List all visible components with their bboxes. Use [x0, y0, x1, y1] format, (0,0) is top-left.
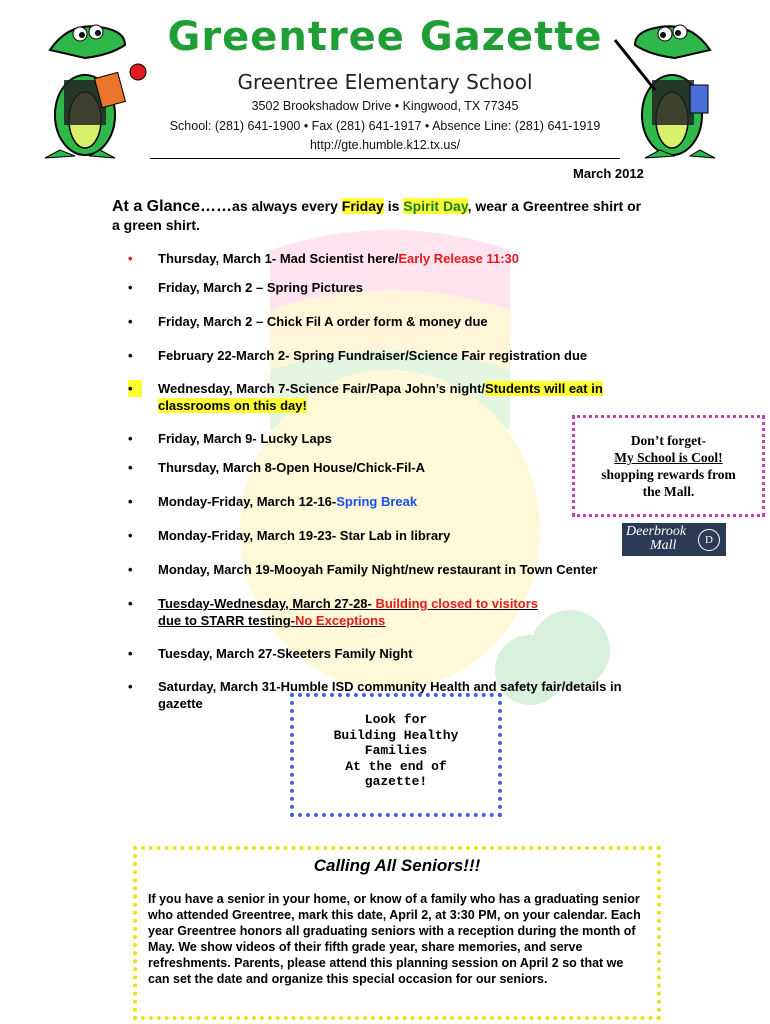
mall-logo-line-2: Mall: [650, 538, 677, 553]
item-text: February 22-March 2- Spring Fundraiser/Science Fair registration due: [158, 348, 588, 363]
item-text: Monday-Friday, March 19-23- Star Lab in library: [158, 528, 451, 543]
bullet-icon: •: [128, 380, 142, 397]
school-name: Greentree Elementary School: [237, 70, 533, 94]
list-item: [128, 459, 548, 476]
list-item: [128, 645, 648, 662]
list-item: [128, 347, 648, 364]
list-item: [128, 279, 648, 296]
item-text: Tuesday, March 27-Skeeters Family Night: [158, 646, 413, 661]
shopping-rewards-box: [572, 415, 765, 517]
item-text-cont: due to STARR testing-: [158, 613, 295, 628]
bullet-icon: •: [128, 280, 133, 295]
glance-spirit-day: Spirit Day: [403, 198, 468, 214]
issue-date: March 2012: [573, 166, 644, 181]
bullet-icon: •: [128, 528, 133, 543]
school-url[interactable]: http://gte.humble.k12.tx.us/: [309, 138, 461, 152]
item-highlight: Students will eat in classrooms on this day!: [158, 381, 603, 413]
bullet-icon: •: [128, 679, 133, 694]
seniors-body: If you have a senior in your home, or know of a family who has a graduating senior who attended Greentree, mark this date, April 2, at 3:30 PM, on your calendar. Each year Greentree honors all graduating seniors with a reception during the month of May. We show videos of their fifth grade year, share memories, and serve refreshments. Parents, please attend this planning session on April 2 so that we can set the date and organize this special occasion for our seniors.: [148, 892, 641, 986]
bullet-icon: •: [128, 251, 133, 266]
item-text: Thursday, March 8-Open House/Chick-Fil-A: [158, 460, 426, 475]
item-text: Monday-Friday, March 12-16-: [158, 494, 337, 509]
seniors-title: Calling All Seniors!!!: [313, 856, 481, 875]
lookfor-line-4: At the end of: [345, 758, 447, 774]
item-text: Wednesday, March 7-Science Fair/Papa John’s night/: [158, 381, 486, 396]
lookfor-line-3: Families: [364, 743, 428, 758]
list-item: [128, 493, 548, 510]
forget-line-1: Don’t forget-: [630, 433, 707, 448]
list-item: [128, 250, 648, 267]
lookfor-line-2: Building Healthy: [333, 727, 459, 743]
item-text: Friday, March 2 – Spring Pictures: [158, 280, 363, 295]
school-address: 3502 Brookshadow Drive • Kingwood, TX 77345: [251, 99, 519, 113]
lookfor-line-5: gazette!: [364, 774, 428, 789]
glance-text-3: , wear a Greentree shirt or a green shirt.: [112, 198, 642, 233]
bullet-icon: •: [128, 596, 133, 611]
item-text: Friday, March 2 – Chick Fil A order form & money due: [158, 314, 488, 329]
list-item: [128, 561, 648, 578]
forget-line-3: shopping rewards from: [601, 467, 736, 482]
bullet-icon: •: [128, 460, 133, 475]
list-item: [128, 527, 568, 544]
item-highlight: Early Release 11:30: [398, 251, 520, 266]
item-text: Monday, March 19-Mooyah Family Night/new restaurant in Town Center: [158, 562, 598, 577]
mall-logo-line-1: Deerbrook: [626, 524, 687, 539]
item-text: Saturday, March 31-Humble ISD community Health and safety fair/details in gazette: [158, 679, 622, 711]
item-text: Friday, March 9- Lucky Laps: [158, 431, 332, 446]
school-phones: School: (281) 641-1900 • Fax (281) 641-1917 • Absence Line: (281) 641-1919: [169, 119, 601, 133]
list-item: [128, 430, 548, 447]
bullet-icon: •: [128, 348, 133, 363]
healthy-families-box: [290, 693, 502, 817]
bullet-icon: •: [128, 646, 133, 661]
bullet-icon: •: [128, 494, 133, 509]
bullet-icon: •: [128, 562, 133, 577]
glance-text-2: is: [383, 198, 404, 214]
glance-friday: Friday: [341, 198, 384, 214]
bullet-icon: •: [128, 431, 133, 446]
at-a-glance: [112, 197, 652, 234]
list-item: [128, 313, 648, 330]
item-highlight: Spring Break: [336, 494, 418, 509]
mall-logo-mark: D: [698, 529, 720, 551]
background-watermark: [150, 230, 630, 750]
item-highlight: Building closed to visitors: [375, 596, 538, 611]
bullet-icon: •: [128, 314, 133, 329]
list-item: [128, 380, 648, 414]
glance-text-1: as always every: [232, 198, 342, 214]
deerbrook-mall-logo: [622, 523, 726, 556]
newsletter-title: Greentree Gazette: [167, 14, 603, 60]
item-text: Thursday, March 1- Mad Scientist here/: [158, 251, 399, 266]
header-divider: [150, 158, 620, 159]
forget-line-2: My School is Cool!: [614, 450, 723, 465]
glance-lead: At a Glance……: [112, 198, 233, 215]
item-highlight-2: No Exceptions: [294, 613, 386, 628]
item-text: Tuesday-Wednesday, March 27-28-: [158, 596, 376, 611]
forget-line-4: the Mall.: [642, 484, 695, 499]
list-item: [128, 595, 648, 629]
lookfor-line-1: Look for: [364, 712, 428, 727]
